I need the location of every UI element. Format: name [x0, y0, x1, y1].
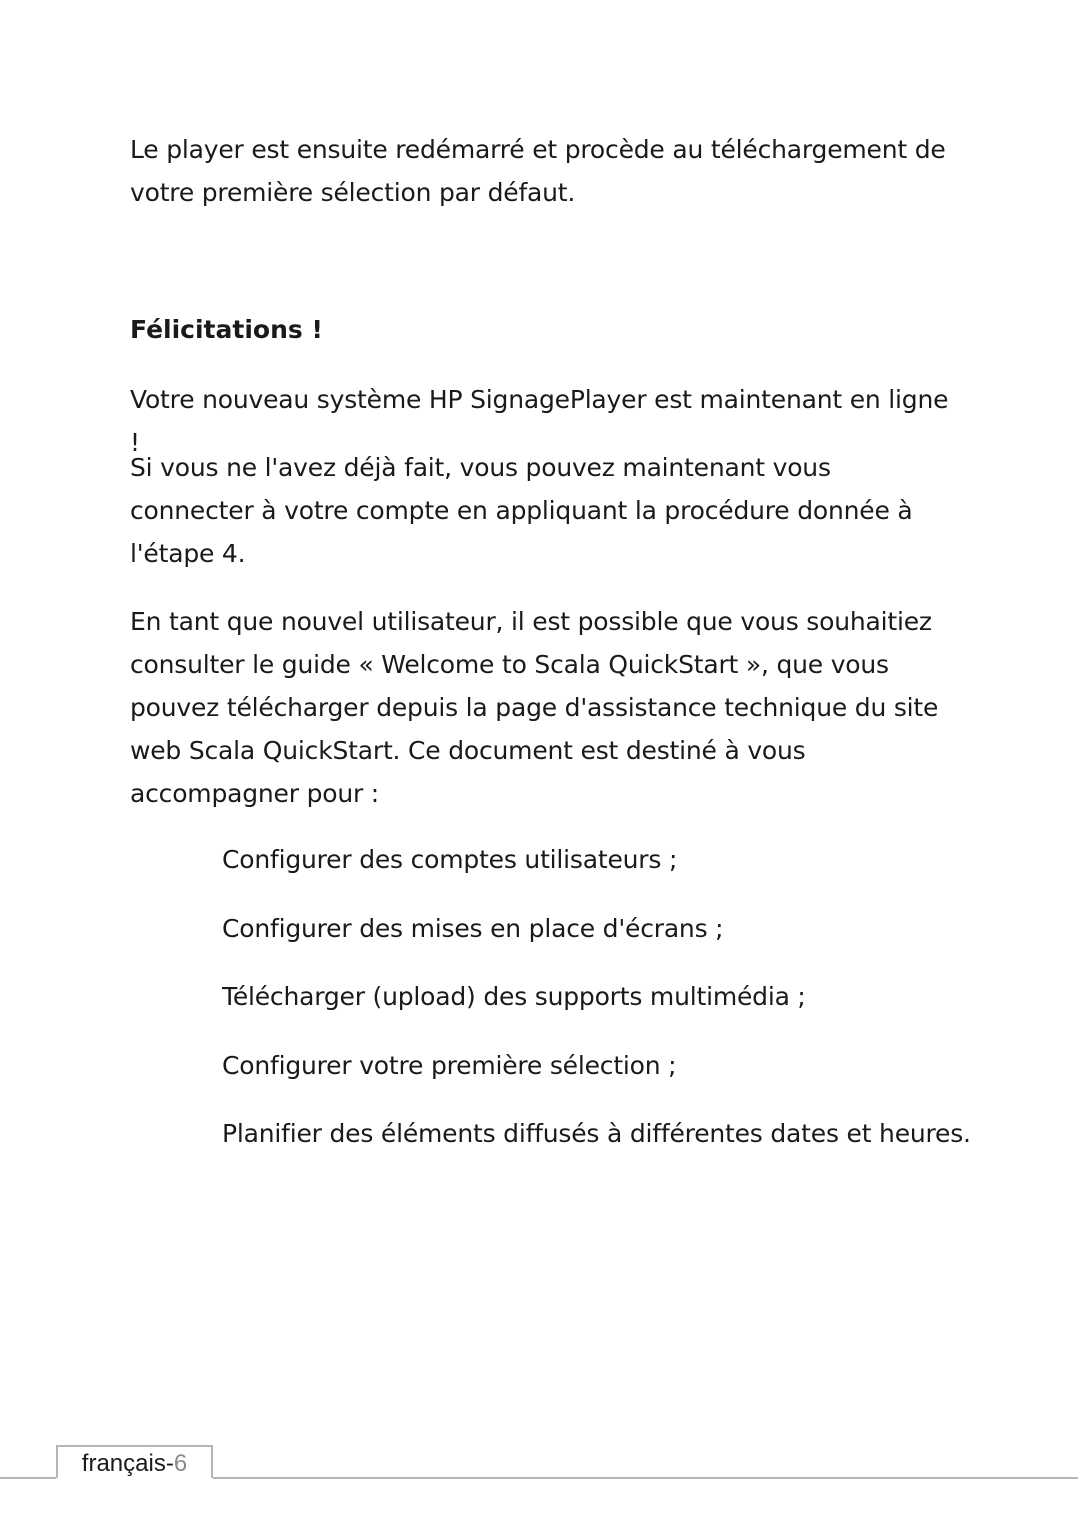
paragraph-guide: En tant que nouvel utilisateur, il est possible que vous souhaitiez consulter le guide « Welcome to Scala QuickStart », que vous pouvez télécharger depuis la page d'assistance technique du site web Scala QuickStart. Ce document est destiné à vous accompagner pour :: [130, 607, 939, 808]
task-list: [222, 840, 971, 1183]
footer-rule-right: [213, 1477, 1078, 1479]
list-item: Configurer des comptes utilisateurs ;: [222, 845, 678, 874]
page-number: 6: [173, 1450, 188, 1477]
list-item: Planifier des éléments diffusés à différentes dates et heures.: [222, 1119, 971, 1148]
paragraph-connect: Si vous ne l'avez déjà fait, vous pouvez maintenant vous connecter à votre compte en appliquant la procédure donnée à l'étape 4.: [130, 453, 913, 568]
intro-paragraph: Le player est ensuite redémarré et procède au téléchargement de votre première sélection par défaut.: [130, 135, 946, 207]
footer-label: français-: [81, 1450, 174, 1477]
list-item: Télécharger (upload) des supports multimédia ;: [222, 982, 806, 1011]
list-item: Configurer des mises en place d'écrans ;: [222, 913, 724, 943]
list-item: Configurer votre première sélection ;: [222, 1050, 677, 1080]
footer-rule-left: [0, 1477, 56, 1479]
page-number-tab: [56, 1445, 213, 1478]
paragraph-online: Votre nouveau système HP SignagePlayer est maintenant en ligne !: [130, 385, 949, 457]
section-heading: Félicitations !: [130, 315, 323, 344]
